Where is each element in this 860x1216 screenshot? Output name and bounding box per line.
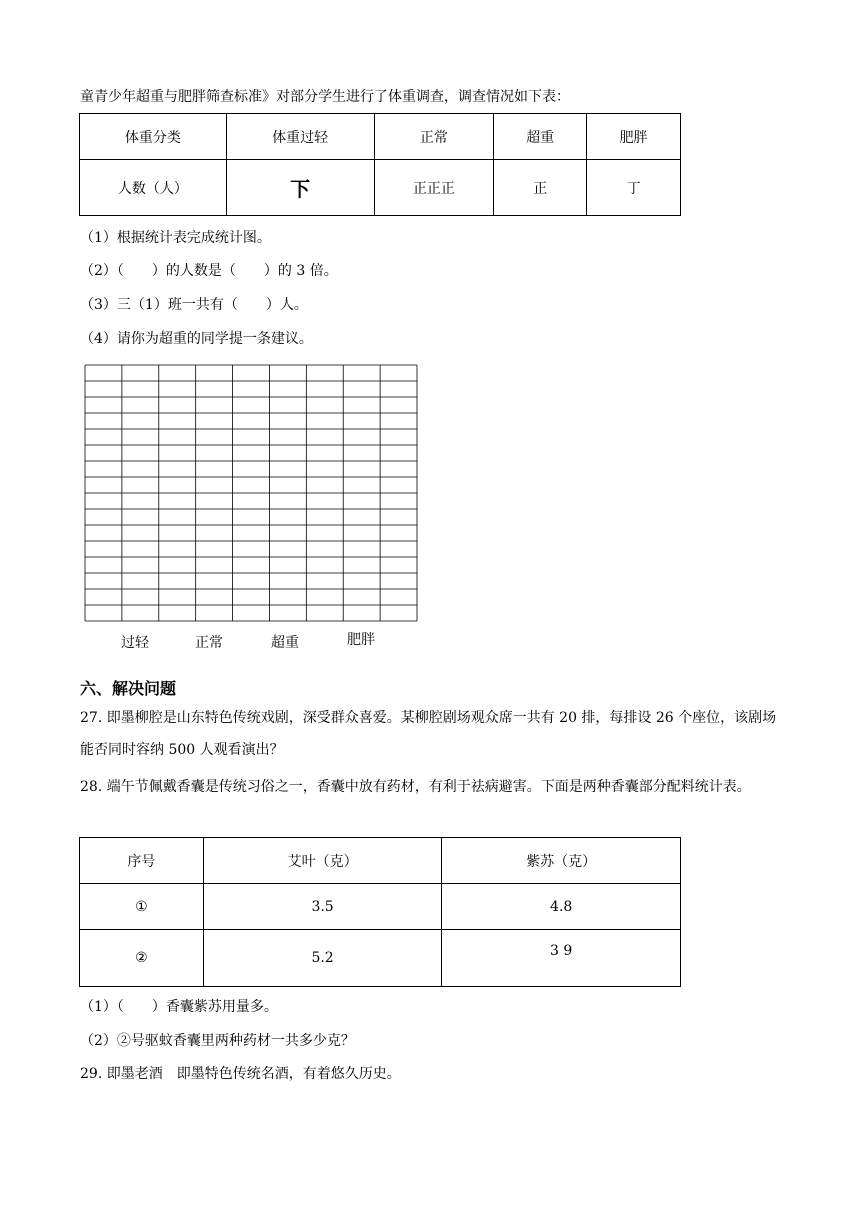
sachet-ingredients-table [79, 837, 681, 987]
tally-cell: 正正正 [374, 160, 494, 216]
table-row [80, 884, 681, 930]
x-tick-label: 超重 [271, 635, 299, 651]
header-cell: 体重过轻 [226, 114, 374, 160]
header-cell: 序号 [80, 838, 204, 884]
header-cell: 体重分类 [80, 114, 227, 160]
value-cell [442, 930, 681, 987]
value-cell: 5.2 [203, 930, 442, 987]
header-cell: 肥胖 [587, 114, 681, 160]
header-cell: 艾叶（克） [203, 838, 442, 884]
tally-cell [226, 160, 374, 216]
weight-survey-table [79, 113, 681, 216]
intro-text: 童青少年超重与肥胖筛查标准》对部分学生进行了体重调查，调查情况如下表： [80, 89, 570, 105]
x-tick-label: 肥胖 [347, 632, 375, 648]
table-header-row [80, 114, 681, 160]
question-1-2: （2）（ ）的人数是（ ）的 3 倍。 [80, 263, 338, 279]
value-text: 3 9 [550, 943, 573, 959]
problem-29: 29. 即墨老酒 即墨特色传统名酒，有着悠久历史。 [80, 1066, 401, 1082]
index-cell: ② [80, 930, 204, 987]
tally-cell: 正 [494, 160, 587, 216]
question-1-1: （1）根据统计表完成统计图。 [80, 230, 271, 246]
index-cell: ① [80, 884, 204, 930]
section-title: 六、解决问题 [80, 679, 177, 698]
bar-chart-grid[interactable] [84, 364, 418, 622]
value-cell: 3.5 [203, 884, 442, 930]
table-row [80, 160, 681, 216]
header-cell: 超重 [494, 114, 587, 160]
value-cell: 4.8 [442, 884, 681, 930]
table-row [80, 930, 681, 987]
question-1-4: （4）请你为超重的同学提一条建议。 [80, 331, 313, 347]
question-2-1: （1）（ ）香囊紫苏用量多。 [80, 999, 278, 1015]
table-header-row [80, 838, 681, 884]
row-label-cell: 人数（人） [80, 160, 227, 216]
tally-mark: 下 [290, 177, 311, 201]
problem-28: 28. 端午节佩戴香囊是传统习俗之一，香囊中放有药材，有利于祛病避害。下面是两种香囊部分配料统计表。 [80, 779, 751, 795]
x-tick-label: 过轻 [121, 635, 149, 651]
problem-27: 27. 即墨柳腔是山东特色传统戏剧，深受群众喜爱。某柳腔剧场观众席一共有 20 排，每排设 26 个座位，该剧场能否同时容纳 500 人观看演出？ [80, 710, 777, 758]
x-tick-label: 正常 [195, 635, 223, 651]
tally-cell: 丁 [587, 160, 681, 216]
header-cell: 紫苏（克） [442, 838, 681, 884]
question-1-3: （3）三（1）班一共有（ ）人。 [80, 297, 308, 313]
header-cell: 正常 [374, 114, 494, 160]
question-2-2: （2）②号驱蚊香囊里两种药材一共多少克？ [80, 1033, 355, 1049]
